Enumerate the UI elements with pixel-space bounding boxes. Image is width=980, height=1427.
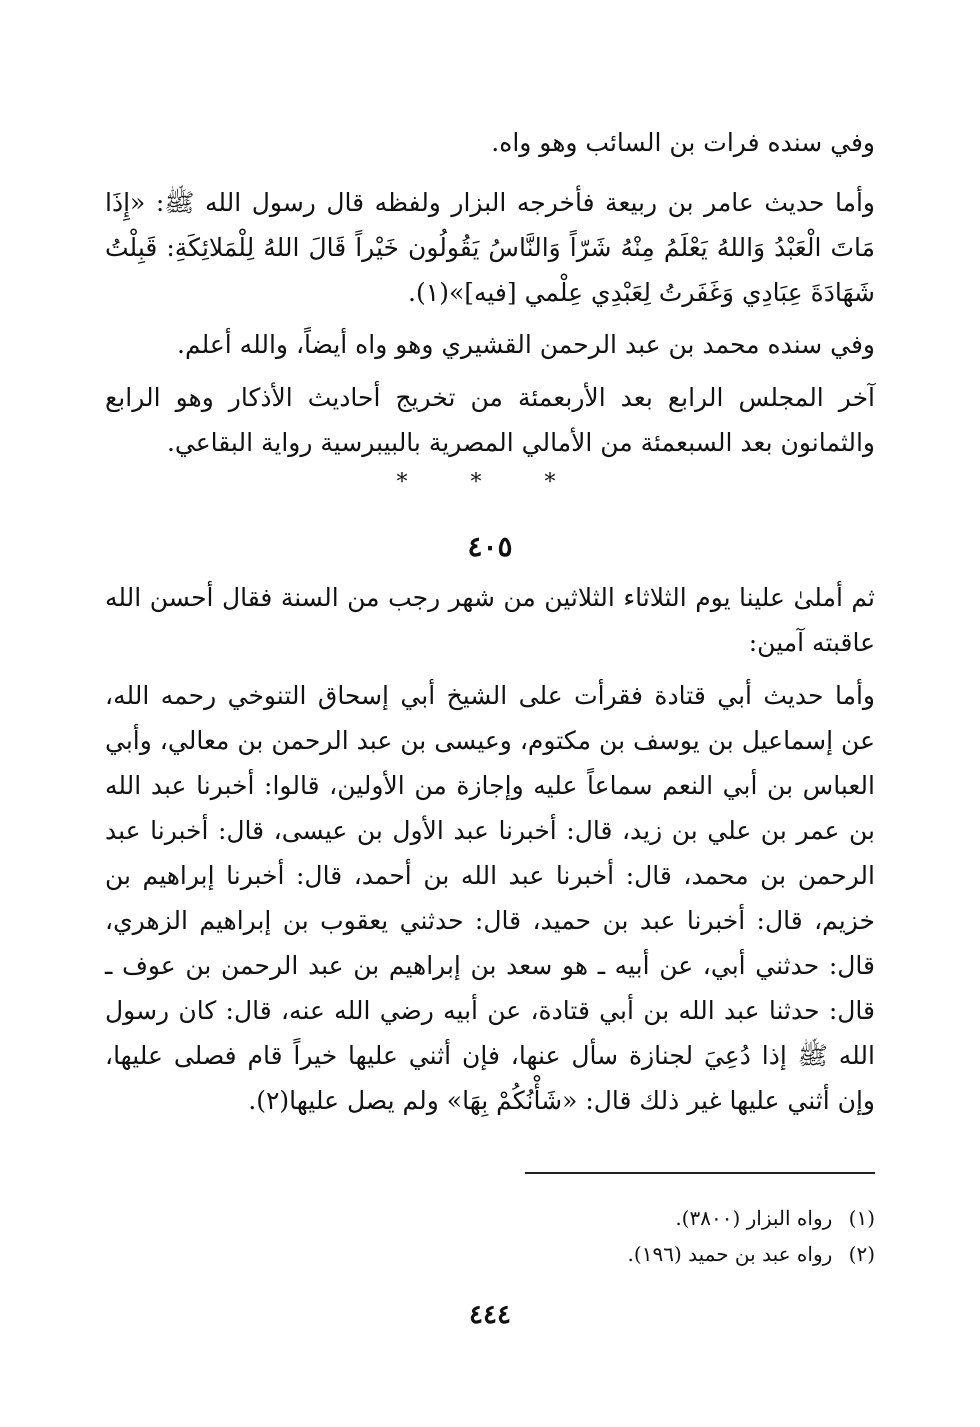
- section-separator: * * *: [396, 470, 584, 495]
- footnote-text: رواه البزار (٣٨٠٠).: [675, 1206, 833, 1230]
- footnote-item: [105, 1236, 875, 1272]
- footnote-number: (١): [848, 1206, 875, 1230]
- paragraph-fourat-chain: وفي سنده فرات بن السائب وهو واه.: [491, 128, 875, 157]
- footnote-item: [105, 1200, 875, 1236]
- paragraph-session-end: آخر المجلس الرابع بعد الأربعمئة من تخريج أحاديث الأذكار وهو الرابع والثمانون بعد السبعمئة من الأمالي المصرية بالبيبرسية رواية البقاعي.: [105, 383, 875, 457]
- footnotes-list: [105, 1200, 875, 1272]
- paragraph-abu-qatada-hadith: وأما حديث أبي قتادة فقرأت على الشيخ أبي إسحاق التنوخي رحمه الله، عن إسماعيل بن يوسف بن مكتوم، وعيسى بن عبد الرحمن بن معالي، وأبي العباس بن أبي النعم سماعاً عليه وإجازة من الأولين، قالوا: أخبرنا عبد الله بن عمر بن علي بن زيد، قال: أخبرنا عبد الأول بن عيسى، قال: أخبرنا عبد الرحمن بن محمد، قال: أخبرنا عبد الله بن أحمد، قال: أخبرنا إبراهيم بن خزيم، قال: أخبرنا عبد بن حميد، قال: حدثني يعقوب بن إبراهيم الزهري، قال: حدثني أبي، عن أبيه ـ هو سعد بن إبراهيم بن عبد الرحمن بن عوف ـ قال: حدثنا عبد الله بن أبي قتادة، عن أبيه رضي الله عنه، قال: كان رسول الله ﷺ إذا دُعِيَ لجنازة سأل عنها، فإن أثني عليها خيراً قام فصلى عليها، وإن أثني عليها غير ذلك قال: «شَأْنُكُمْ بِهَا» ولم يصل عليها(٢).: [105, 681, 875, 1115]
- footnote-text: رواه عبد بن حميد (١٩٦).: [627, 1242, 833, 1266]
- page-number: ٤٤٤: [469, 1300, 511, 1330]
- footnote-divider: [525, 1172, 875, 1174]
- paragraph-qushayri-chain: وفي سنده محمد بن عبد الرحمن القشيري وهو واه أيضاً، والله أعلم.: [177, 330, 875, 359]
- footnote-number: (٢): [848, 1242, 875, 1266]
- paragraph-amir-hadith: وأما حديث عامر بن ربيعة فأخرجه البزار ولفظه قال رسول الله ﷺ: «إِذَا مَاتَ الْعَبْدُ وَاللهُ يَعْلَمُ مِنْهُ شَرّاً وَالنَّاسُ يَقُولُون خَيْراً قَالَ اللهُ لِلْمَلائِكَةِ: قَبِلْتُ شَهَادَةَ عِبَادِي وَغَفَرتُ لِعَبْدِي عِلْمي [فيه]»(١).: [105, 188, 875, 307]
- paragraph-session-opening: ثم أملىٰ علينا يوم الثلاثاء الثلاثين من شهر رجب من السنة فقال أحسن الله عاقبته آمين:: [105, 583, 875, 657]
- section-number: ٤٠٥: [467, 530, 513, 563]
